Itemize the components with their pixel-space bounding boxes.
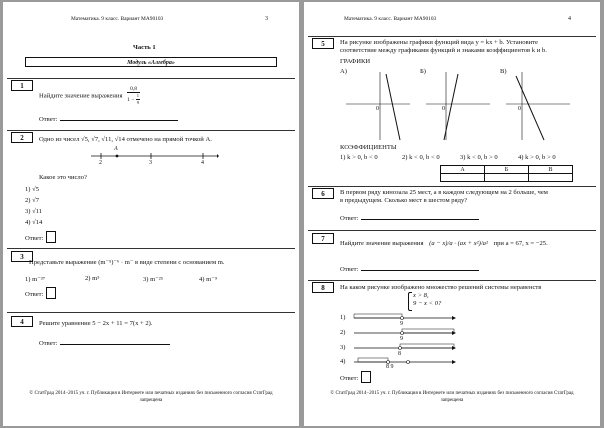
coef-option: 3) k < 0, b > 0: [460, 154, 498, 161]
table-header: Б: [485, 166, 529, 174]
graphs-title: ГРАФИКИ: [340, 58, 371, 65]
answer-box[interactable]: [361, 371, 371, 383]
q8-text: На каком рисунке изображено множество решений системы неравенств: [340, 284, 542, 291]
coef-option: 1) k > 0, b < 0: [340, 154, 378, 161]
number-line-3: [352, 343, 456, 353]
q4-text: Решите уравнение 5 − 2x + 11 = 7(x + 2).: [39, 320, 153, 327]
page-number: 4: [568, 16, 571, 22]
number-line-2: [352, 328, 456, 338]
option: 1): [340, 314, 346, 321]
graph-c: [504, 70, 572, 142]
answer-row: Ответ:: [25, 231, 56, 243]
answer-row: Ответ:: [340, 213, 479, 222]
question-number: 4: [11, 316, 33, 327]
separator: [308, 36, 596, 37]
system-line: x > 8,: [413, 292, 429, 299]
separator: [7, 312, 295, 313]
page-footer: © СтатГрад 2014−2015 уч. г. Публикация в Интернете или печатных изданиях без письменного согласия СтатГрад запрещена: [330, 391, 574, 403]
question-number: 7: [312, 233, 334, 244]
module-title: Модуль «Алгебра»: [25, 57, 277, 67]
option: 2) m⁵: [85, 275, 100, 282]
answer-row: Ответ:: [340, 264, 479, 273]
q6-text-line1: В первом ряду кинозала 25 мест, а в каждом следующем на 2 больше, чем: [340, 189, 548, 196]
page-number: 3: [265, 16, 268, 22]
answer-field[interactable]: [361, 264, 479, 271]
q5-text-line1: На рисунке изображены графики функций вида y = kx + b. Установите: [340, 39, 538, 46]
separator: [308, 280, 596, 281]
table-header: В: [529, 166, 573, 174]
page-header: Математика. 9 класс. Вариант МА90103: [71, 16, 164, 22]
question-number: 1: [11, 80, 33, 91]
answer-row: Ответ:: [25, 287, 56, 299]
answer-row: Ответ:: [340, 371, 371, 383]
separator: [7, 248, 295, 249]
question-number: 2: [11, 132, 33, 143]
option: 4): [340, 358, 346, 365]
table-cell-input[interactable]: [529, 174, 573, 182]
table-cell-input[interactable]: [441, 174, 485, 182]
page-3: [3, 2, 299, 426]
page-header: Математика. 9 класс. Вариант МА90103: [344, 16, 437, 22]
system-brace: [408, 292, 412, 311]
q5-text-line2: соответствие между графиками функций и знаками коэффициентов k и b.: [340, 47, 547, 54]
graph-label: А): [340, 68, 347, 75]
graph-label: В): [500, 68, 507, 75]
part-title: Часть 1: [133, 44, 156, 51]
q1-fraction: 0,8 1 − $\frac{1}{9}$: [127, 86, 139, 105]
q7-condition: при a = 67, x = −25.: [493, 240, 548, 247]
option: 1) m⁻³⁷: [25, 276, 46, 283]
number-line-4: [352, 357, 456, 367]
table-cell-input[interactable]: [485, 174, 529, 182]
line-label: 8 9: [386, 364, 394, 370]
question-number: 6: [312, 188, 334, 199]
answer-field[interactable]: [60, 114, 178, 121]
q3-text: Представьте выражение (m⁻⁵)⁻⁶ · m⁻ в виде степени с основанием m.: [29, 259, 225, 266]
option: 2) √7: [25, 197, 40, 204]
answer-row: Ответ:: [39, 114, 178, 123]
q1-text: Найдите значение выражения 0,8 1 − $\frac{1}{9}$: [39, 86, 139, 105]
point-label: A: [114, 146, 118, 152]
system-line: 9 − x < 0?: [413, 300, 442, 307]
answer-box[interactable]: [46, 287, 56, 299]
option: 3) m⁻²⁵: [143, 276, 164, 283]
number-line: [89, 146, 219, 172]
axis-zero-label: 0: [376, 106, 379, 112]
line-label: 8: [398, 351, 401, 357]
answer-field[interactable]: [361, 213, 479, 220]
answer-row: Ответ:: [39, 338, 170, 347]
option: 3): [340, 344, 346, 351]
option: 3) √11: [25, 208, 43, 215]
q6-text-line2: в предыдущем. Сколько мест в шестом ряду?: [340, 197, 468, 204]
point-a-marker: [116, 155, 119, 158]
q2-text: Одно из чисел √5, √7, √11, √14 отмечено на прямой точкой A.: [39, 136, 212, 143]
line-label: 9: [400, 321, 403, 327]
separator: [7, 78, 295, 79]
coef-title: КОЭФФИЦИЕНТЫ: [340, 144, 397, 151]
q7-text: Найдите значение выражения (a − x)/a · (ax + x²)/a² при a = 67, x = −25.: [340, 240, 548, 247]
separator: [308, 230, 596, 231]
axis-zero-label: 0: [442, 106, 445, 112]
answer-box[interactable]: [46, 231, 56, 243]
coef-option: 2) k < 0, b < 0: [402, 154, 440, 161]
page-footer: © СтатГрад 2014−2015 уч. г. Публикация в Интернете или печатных изданиях без письменного согласия СтатГрад запрещена: [29, 391, 273, 403]
coef-option: 4) k > 0, b > 0: [518, 154, 556, 161]
option: 4) √14: [25, 219, 43, 226]
answer-field[interactable]: [60, 338, 170, 345]
q2-question: Какое это число?: [39, 174, 87, 181]
question-number: 5: [312, 38, 334, 49]
separator: [7, 130, 295, 131]
line-label: 9: [400, 336, 403, 342]
tick-label: 2: [99, 160, 102, 166]
axis-zero-label: 0: [518, 106, 521, 112]
option: 4) m⁻⁹: [199, 276, 218, 283]
option: 2): [340, 329, 346, 336]
graph-b: [424, 70, 492, 142]
tick-label: 3: [149, 160, 152, 166]
table-header: А: [441, 166, 485, 174]
tick-label: 4: [201, 160, 204, 166]
separator: [308, 186, 596, 187]
page-4: [304, 2, 600, 426]
q7-expression: (a − x)/a · (ax + x²)/a²: [429, 240, 488, 247]
question-number: 8: [312, 282, 334, 293]
answer-table: [440, 165, 573, 182]
number-line-1: [352, 313, 456, 323]
question-number: 3: [11, 251, 33, 262]
option: 1) √5: [25, 186, 40, 193]
graph-label: Б): [420, 68, 426, 75]
